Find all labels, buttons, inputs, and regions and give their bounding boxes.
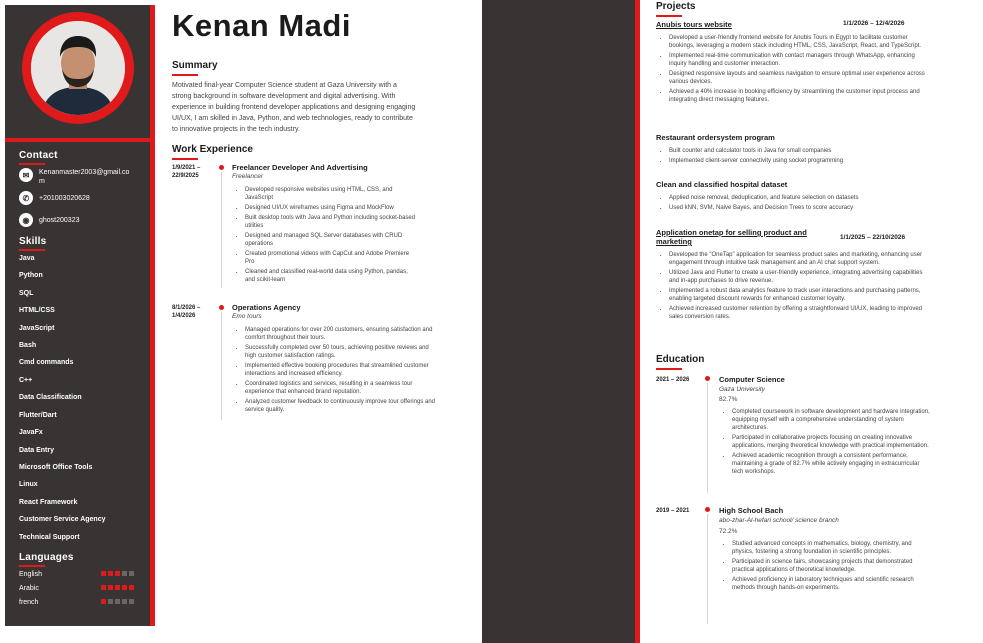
language-row: English	[19, 571, 134, 578]
job-title: Freelancer Developer And Advertising	[232, 163, 368, 172]
project-title: Restaurant ordersystem program	[656, 133, 775, 142]
language-level-dots	[99, 599, 134, 606]
contact-heading: Contact	[19, 150, 58, 161]
skill-item: Java	[19, 255, 35, 262]
bullet-item: • Implemented effective booking procedures that streamlined customer interactions and increased efficiency.	[245, 362, 435, 378]
education-school: Gaza University	[719, 386, 765, 393]
project-bullets	[657, 147, 929, 167]
bullet-item: • Designed UI/UX wireframes using Figma and MockFlow	[245, 204, 417, 212]
bullet-item: • Developed the "OneTap" application for seamless product sales and marketing, enhancing user engagement through intuitive task management and an AI chat support system.	[669, 251, 929, 267]
level-dot-filled	[108, 571, 113, 576]
avatar	[31, 21, 125, 115]
contact-email[interactable]: ✉ Kenanmaster2003@gmail.co m	[19, 168, 129, 186]
github-icon: ◉	[19, 213, 33, 227]
bullet-item: • Implemented a robust data analytics feature to track user interactions and purchasing patterns, enabling targeted discount rewards for enhanced customer loyalty.	[669, 287, 929, 303]
project-bullets	[657, 194, 929, 214]
skill-item: SQL	[19, 290, 34, 297]
education-title: High School Bach	[719, 506, 784, 515]
project-bullets	[657, 251, 929, 323]
bullet-item: • Designed responsive layouts and seamless navigation to ensure optimal user experience across various devices.	[669, 70, 929, 86]
person-photo-icon	[31, 21, 125, 115]
skill-item: Customer Service Agency	[19, 516, 106, 523]
education-heading: Education	[656, 354, 704, 365]
bullet-item: • Developed a user-friendly frontend website for Anubis Tours in Egypt to facilitate customer bookings, leveraging a modern stack including HTML, CSS, JavaScript, React, and TypeScript.	[669, 34, 929, 50]
photo-separator	[5, 138, 150, 142]
project-title: Application onetap for selling product and marketing	[656, 228, 807, 246]
timeline-line	[707, 514, 708, 624]
bullet-item: • Designed and managed SQL Server databases with CRUD operations	[245, 232, 417, 248]
skill-item: JavaFx	[19, 429, 43, 436]
level-dot-empty	[115, 599, 120, 604]
level-dot-empty	[108, 599, 113, 604]
level-dot-filled	[115, 571, 120, 576]
level-dot-filled	[101, 571, 106, 576]
project-title: Clean and classified hospital dataset	[656, 180, 788, 189]
bullet-item: • Implemented real-time communication with contact managers through WhatsApp, enhancing inquiry handling and customer interaction.	[669, 52, 929, 68]
level-dot-filled	[115, 585, 120, 590]
education-school: abo-zhar-Al-hefari school/ science branch	[719, 517, 839, 524]
bullet-item: • Developed responsive websites using HTML, CSS, and JavaScript	[245, 186, 417, 202]
bullet-item: • Achieved increased customer retention by offering a straightforward UI/UX, leading to improved sales conversion rates.	[669, 305, 929, 321]
timeline-dot	[705, 507, 710, 512]
timeline-dot	[219, 165, 224, 170]
job-bullets	[233, 186, 417, 286]
summary-text: Motivated final-year Computer Science student at Gaza University with a strong background in software development and digital advertising. With experience in building frontend developer applications and designing engaging UI/UX, I am skilled in Java, Python, and web technologies, ready to contribute to innovative projects in the tech industry.	[172, 82, 416, 133]
bullet-item: • Completed coursework in software development and hardware integration, equipping myself with a comprehensive understanding of system architectures.	[732, 408, 932, 432]
skill-item: Flutter/Dart	[19, 412, 57, 419]
bullet-item: • Used kNN, SVM, Naive Bayes, and Decision Trees to score accuracy	[669, 204, 929, 212]
bullet-item: • Managed operations for over 200 customers, ensuring satisfaction and comfort throughout their tours.	[245, 326, 435, 342]
contact-github[interactable]: ◉ ghost200323	[19, 213, 79, 227]
bullet-item: • Achieved proficiency in laboratory techniques and scientific research methods through hands-on experiments.	[732, 576, 932, 592]
level-dot-empty	[122, 571, 127, 576]
bullet-item: • Coordinated logistics and services, resulting in a seamless tour experience that enhanced brand reputation.	[245, 380, 435, 396]
skill-item: Data Classification	[19, 394, 82, 401]
level-dot-empty	[129, 571, 134, 576]
level-dot-filled	[129, 585, 134, 590]
bullet-item: • Cleaned and classified real-world data using Python, pandas, and scikit-learn	[245, 268, 417, 284]
projects-heading: Projects	[656, 1, 695, 12]
job-bullets	[233, 326, 435, 416]
level-dot-empty	[122, 599, 127, 604]
education-date: 2019 – 2021	[656, 508, 690, 514]
education-grade: 82.7%	[719, 396, 738, 403]
skill-item: Microsoft Office Tools	[19, 464, 93, 471]
timeline-line	[707, 383, 708, 493]
education-bullets	[720, 540, 932, 594]
timeline-dot	[219, 305, 224, 310]
bullet-item: • Created promotional videos with CapCut and Adobe Premiere Pro	[245, 250, 417, 266]
contact-phone[interactable]: ✆ +201003020628	[19, 191, 90, 205]
bullet-item: • Achieved a 40% increase in booking efficiency by streamlining the customer input process and integrating direct messaging features.	[669, 88, 929, 104]
timeline-line	[221, 312, 222, 420]
bullet-item: • Participated in science fairs, showcasing projects that demonstrated practical applications of theoretical knowledge.	[732, 558, 932, 574]
bullet-item: • Achieved academic recognition through a consistent performance, maintaining a grade of 82.7% while actively engaging in extracurricular tech workshops.	[732, 452, 932, 476]
skill-item: C++	[19, 377, 33, 384]
bullet-item: • Studied advanced concepts in mathematics, biology, chemistry, and physics, fostering a strong foundation in scientific principles.	[732, 540, 932, 556]
email-icon: ✉	[19, 168, 33, 182]
summary-heading: Summary	[172, 60, 218, 71]
skill-item: Linux	[19, 481, 38, 488]
skill-item: Cmd commands	[19, 359, 74, 366]
languages-heading: Languages	[19, 552, 74, 563]
bullet-item: • Applied noise removal, deduplication, and feature selection on datasets	[669, 194, 929, 202]
sidebar-accent-bar	[150, 5, 155, 626]
skill-item: JavaScript	[19, 325, 55, 332]
skill-item: Python	[19, 272, 43, 279]
bullet-item: • Implemented client-server connectivity using socket programming	[669, 157, 929, 165]
level-dot-filled	[101, 599, 106, 604]
bullet-item: • Utilized Java and Flutter to create a user-friendly experience, integrating advertising capabilities and in-app purchases to drive revenue.	[669, 269, 929, 285]
project-date: 1/1/2025 – 22/10/2026	[840, 234, 906, 241]
bullet-item: • Built counter and calculator tools in Java for small companies	[669, 147, 929, 155]
language-level-dots	[99, 585, 134, 592]
bullet-item: • Successfully completed over 50 tours, achieving positive reviews and high customer satisfaction ratings.	[245, 344, 435, 360]
timeline-line	[221, 172, 222, 288]
job-date: 1/9/2021 – 22/9/2025	[172, 165, 201, 179]
page2-sidebar	[482, 0, 635, 643]
skill-item: HTML/CSS	[19, 307, 55, 314]
project-bullets	[657, 34, 929, 106]
phone-icon: ✆	[19, 191, 33, 205]
education-grade: 72.2%	[719, 528, 738, 535]
skill-item: Bash	[19, 342, 37, 349]
job-date: 8/1/2026 – 1/4/2026	[172, 305, 201, 319]
bullet-item: • Analyzed customer feedback to continuously improve tour offerings and service quality.	[245, 398, 435, 414]
language-row: Arabic	[19, 585, 134, 592]
skill-item: React Framework	[19, 499, 78, 506]
language-row: french	[19, 599, 134, 606]
level-dot-filled	[101, 585, 106, 590]
education-title: Computer Science	[719, 375, 785, 384]
level-dot-empty	[129, 599, 134, 604]
level-dot-filled	[108, 585, 113, 590]
language-level-dots	[99, 571, 134, 578]
project-title: Anubis tours website	[656, 20, 732, 29]
level-dot-filled	[122, 585, 127, 590]
job-company: Emo tours	[232, 313, 262, 320]
work-experience-heading: Work Experience	[172, 144, 253, 155]
job-company: Freelancer	[232, 173, 264, 180]
candidate-name: Kenan Madi	[172, 8, 351, 43]
project-date: 1/1/2026 – 12/4/2026	[843, 20, 905, 27]
bullet-item: • Participated in collaborative projects focusing on creating innovative applications, merging theoretical knowledge with practical implementation.	[732, 434, 932, 450]
education-bullets	[720, 408, 932, 478]
skill-item: Data Entry	[19, 447, 55, 454]
skills-heading: Skills	[19, 236, 46, 247]
skill-item: Technical Support	[19, 534, 80, 541]
job-title: Operations Agency	[232, 303, 301, 312]
education-date: 2021 – 2026	[656, 377, 690, 383]
page2-accent-bar	[635, 0, 640, 643]
bullet-item: • Built desktop tools with Java and Python including socket-based utilities	[245, 214, 417, 230]
timeline-dot	[705, 376, 710, 381]
